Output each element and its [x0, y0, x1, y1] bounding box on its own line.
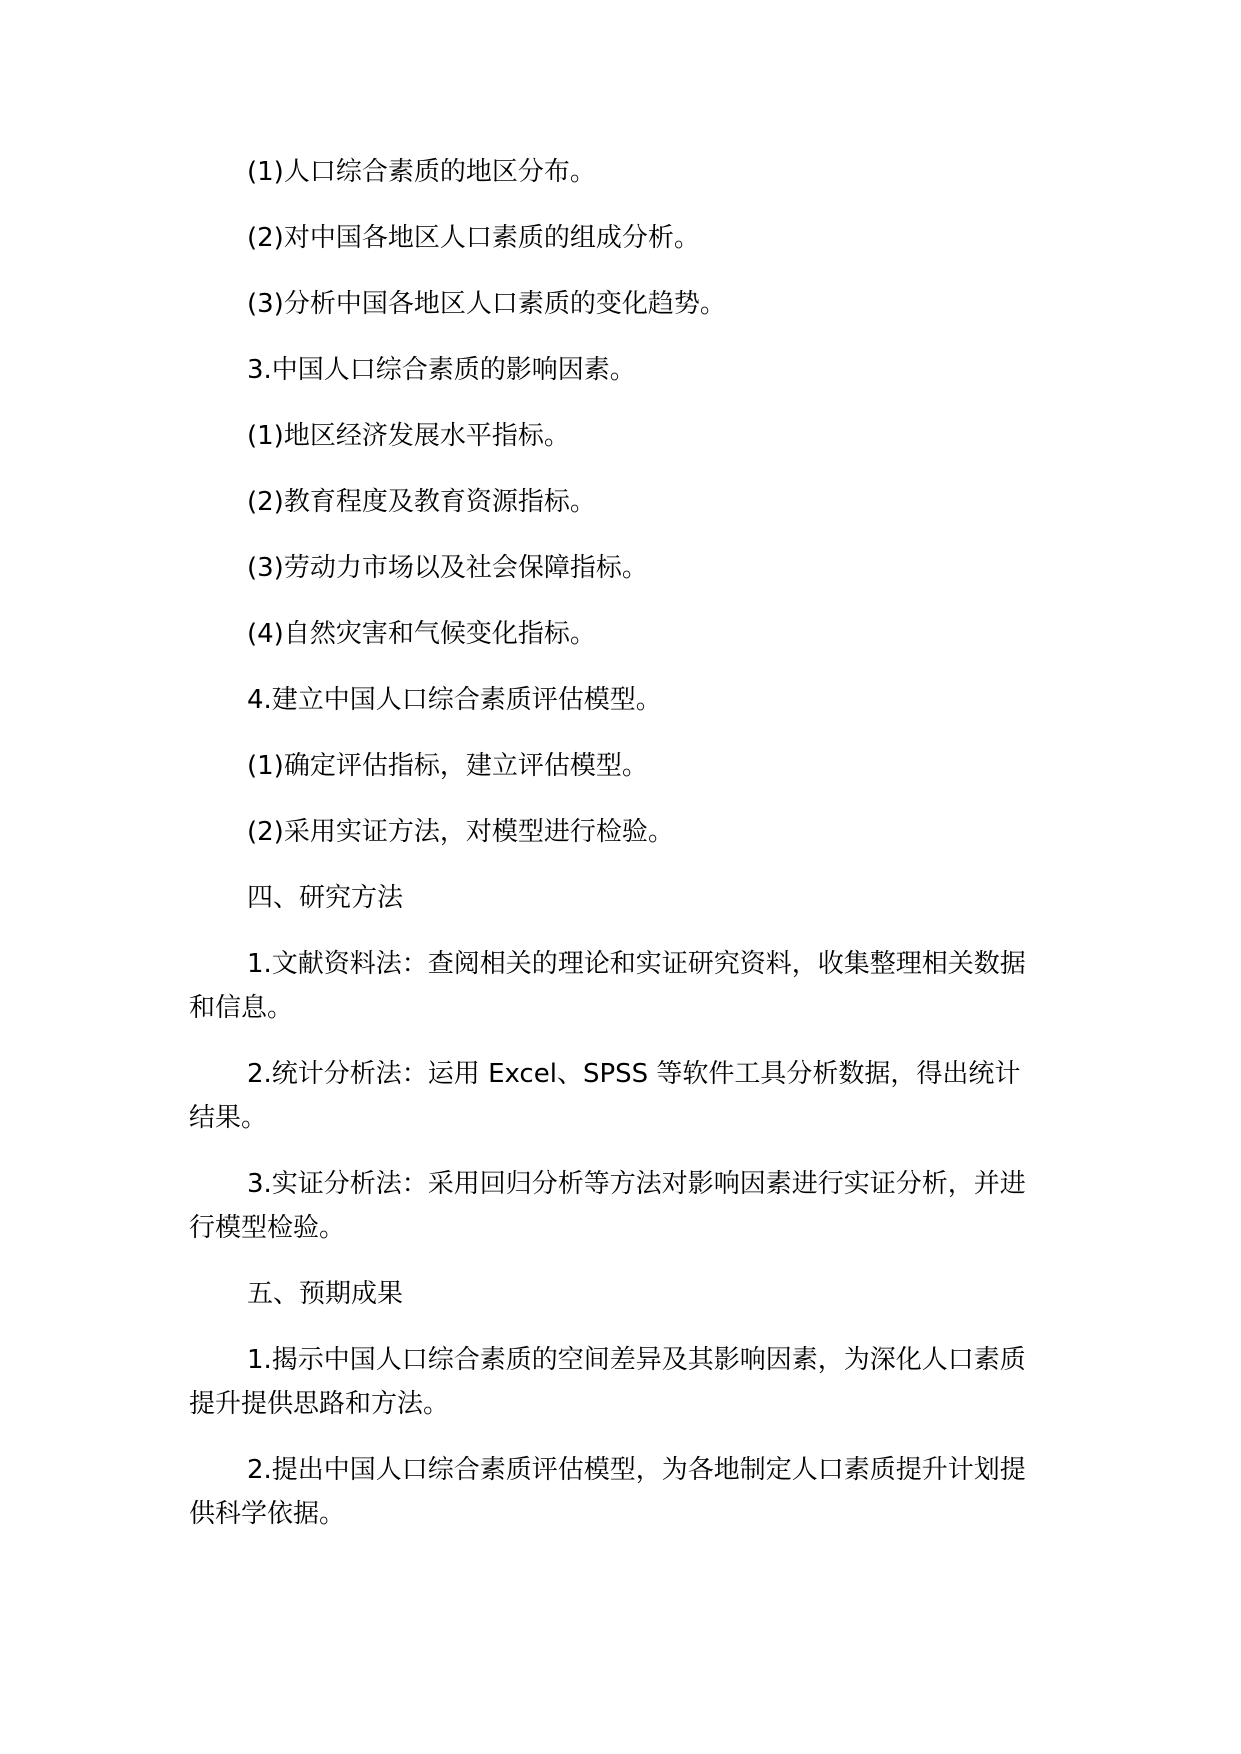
heading-expected-results: 五、预期成果 [247, 1279, 404, 1309]
list-item-2-composition-analysis: (2)对中国各地区人口素质的组成分析。 [247, 223, 700, 253]
list-item-2-empirical-test: (2)采用实证方法，对模型进行检验。 [247, 817, 674, 847]
list-item-3-labor-indicator: (3)劳动力市场以及社会保障指标。 [247, 553, 648, 583]
heading-research-methods: 四、研究方法 [247, 883, 404, 913]
section-4-evaluation-model: 4.建立中国人口综合素质评估模型。 [247, 685, 662, 715]
list-item-3-change-trend: (3)分析中国各地区人口素质的变化趋势。 [247, 289, 726, 319]
list-item-1-economic-indicator: (1)地区经济发展水平指标。 [247, 421, 570, 451]
list-item-1-define-indicators: (1)确定评估指标，建立评估模型。 [247, 751, 648, 781]
list-item-1-region-distribution: (1)人口综合素质的地区分布。 [247, 157, 596, 187]
list-item-4-climate-indicator: (4)自然灾害和气候变化指标。 [247, 619, 596, 649]
result-2-evaluation-model: 2.提出中国人口综合素质评估模型，为各地制定人口素质提升计划提供科学依据。 [189, 1455, 1026, 1529]
result-1-spatial-differences: 1.揭示中国人口综合素质的空间差异及其影响因素，为深化人口素质提升提供思路和方法。 [189, 1345, 1026, 1419]
document-body [189, 150, 1044, 1558]
list-item-2-education-indicator: (2)教育程度及教育资源指标。 [247, 487, 596, 517]
section-3-influencing-factors: 3.中国人口综合素质的影响因素。 [247, 355, 636, 385]
method-3-empirical: 3.实证分析法：采用回归分析等方法对影响因素进行实证分析，并进行模型检验。 [189, 1169, 1026, 1243]
method-2-statistics: 2.统计分析法：运用 Excel、SPSS 等软件工具分析数据，得出统计结果。 [189, 1059, 1021, 1133]
method-1-literature: 1.文献资料法：查阅相关的理论和实证研究资料，收集整理相关数据和信息。 [189, 949, 1026, 1023]
